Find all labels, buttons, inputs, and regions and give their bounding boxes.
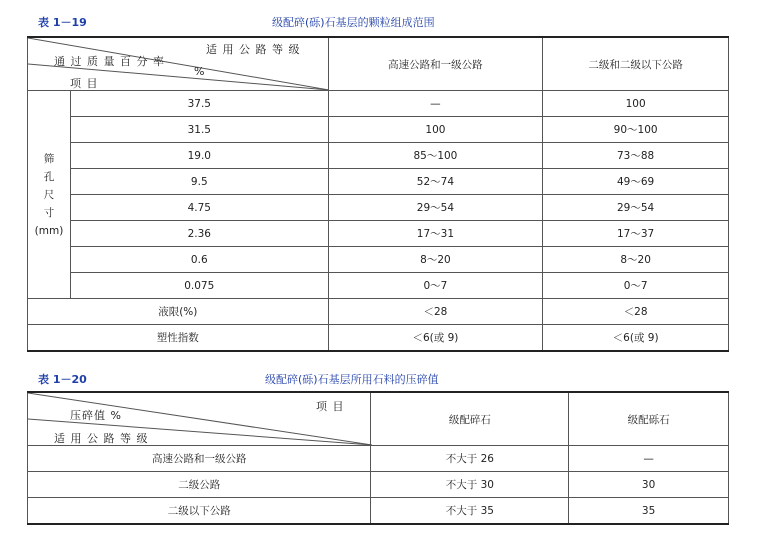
sieve-size-cell: 31.5 [70, 117, 328, 143]
table-row [28, 498, 729, 525]
value-cell: 不大于 30 [371, 472, 569, 498]
road-grade-cell: 二级公路 [28, 472, 371, 498]
table-row [28, 117, 729, 143]
value-cell: 8～20 [328, 247, 543, 273]
value-cell: — [328, 91, 543, 117]
header-percent-unit: % [194, 65, 206, 78]
table-19-header-row [28, 37, 729, 91]
header-col-crushed-stone: 级配碎石 [371, 392, 569, 446]
value-cell: 0～7 [543, 273, 729, 299]
header-item-label: 项 目 [70, 77, 99, 90]
header-item-label: 项 目 [316, 400, 345, 413]
sieve-size-cell: 0.075 [70, 273, 328, 299]
value-cell: 35 [569, 498, 729, 525]
liquid-limit-label: 液限(%) [28, 299, 329, 325]
header-crush-value-label: 压碎值 % [70, 409, 122, 422]
value-cell: 0～7 [328, 273, 543, 299]
value-cell: — [569, 446, 729, 472]
sieve-size-cell: 4.75 [70, 195, 328, 221]
table-row [28, 299, 729, 325]
side-label-char: 筛 [43, 152, 55, 165]
sieve-size-cell: 2.36 [70, 221, 328, 247]
plasticity-index-label: 塑性指数 [28, 325, 329, 352]
header-road-grade-label: 适 用 公 路 等 级 [54, 432, 149, 445]
sieve-size-side-label [28, 91, 71, 299]
header-pass-rate-label: 通 过 质 量 百 分 率 [54, 55, 165, 68]
table-20-diagonal-header [28, 392, 371, 446]
table-20-caption: 级配碎(砾)石基层所用石料的压碎值 [265, 373, 439, 386]
sieve-size-cell: 9.5 [70, 169, 328, 195]
value-cell: 17～31 [328, 221, 543, 247]
table-19-number: 表 1－19 [38, 16, 87, 29]
header-road-grade-label: 适 用 公 路 等 级 [206, 43, 301, 56]
table-19 [27, 36, 729, 352]
table-row [28, 325, 729, 352]
value-cell: 100 [543, 91, 729, 117]
value-cell: 100 [328, 117, 543, 143]
value-cell: ＜28 [328, 299, 543, 325]
table-row [28, 169, 729, 195]
road-grade-cell: 高速公路和一级公路 [28, 446, 371, 472]
table-19-caption: 级配碎(砾)石基层的颗粒组成范围 [272, 16, 435, 29]
sieve-size-cell: 37.5 [70, 91, 328, 117]
value-cell: ＜28 [543, 299, 729, 325]
header-col-gravel: 级配砾石 [569, 392, 729, 446]
table-row [28, 143, 729, 169]
table-20 [27, 391, 729, 525]
table-row [28, 247, 729, 273]
value-cell: 不大于 26 [371, 446, 569, 472]
table-row [28, 446, 729, 472]
value-cell: 不大于 35 [371, 498, 569, 525]
side-label-char: 尺 [43, 188, 55, 201]
table-row [28, 91, 729, 117]
side-label-unit: (mm) [34, 224, 64, 237]
value-cell: 29～54 [543, 195, 729, 221]
value-cell: ＜6(或 9) [328, 325, 543, 352]
side-label-char: 孔 [43, 170, 55, 183]
value-cell: 90～100 [543, 117, 729, 143]
value-cell: 8～20 [543, 247, 729, 273]
value-cell: 49～69 [543, 169, 729, 195]
value-cell: 17～37 [543, 221, 729, 247]
value-cell: 29～54 [328, 195, 543, 221]
header-col-secondary: 二级和二级以下公路 [543, 37, 729, 91]
sieve-size-cell: 19.0 [70, 143, 328, 169]
header-col-highway: 高速公路和一级公路 [328, 37, 543, 91]
value-cell: 30 [569, 472, 729, 498]
value-cell: 73～88 [543, 143, 729, 169]
table-row [28, 472, 729, 498]
table-row [28, 273, 729, 299]
value-cell: 52～74 [328, 169, 543, 195]
table-row [28, 221, 729, 247]
table-20-number: 表 1－20 [38, 373, 87, 386]
road-grade-cell: 二级以下公路 [28, 498, 371, 525]
value-cell: ＜6(或 9) [543, 325, 729, 352]
table-row [28, 195, 729, 221]
value-cell: 85～100 [328, 143, 543, 169]
table-19-diagonal-header [28, 37, 329, 91]
table-20-header-row [28, 392, 729, 446]
sieve-size-cell: 0.6 [70, 247, 328, 273]
side-label-char: 寸 [43, 206, 55, 219]
